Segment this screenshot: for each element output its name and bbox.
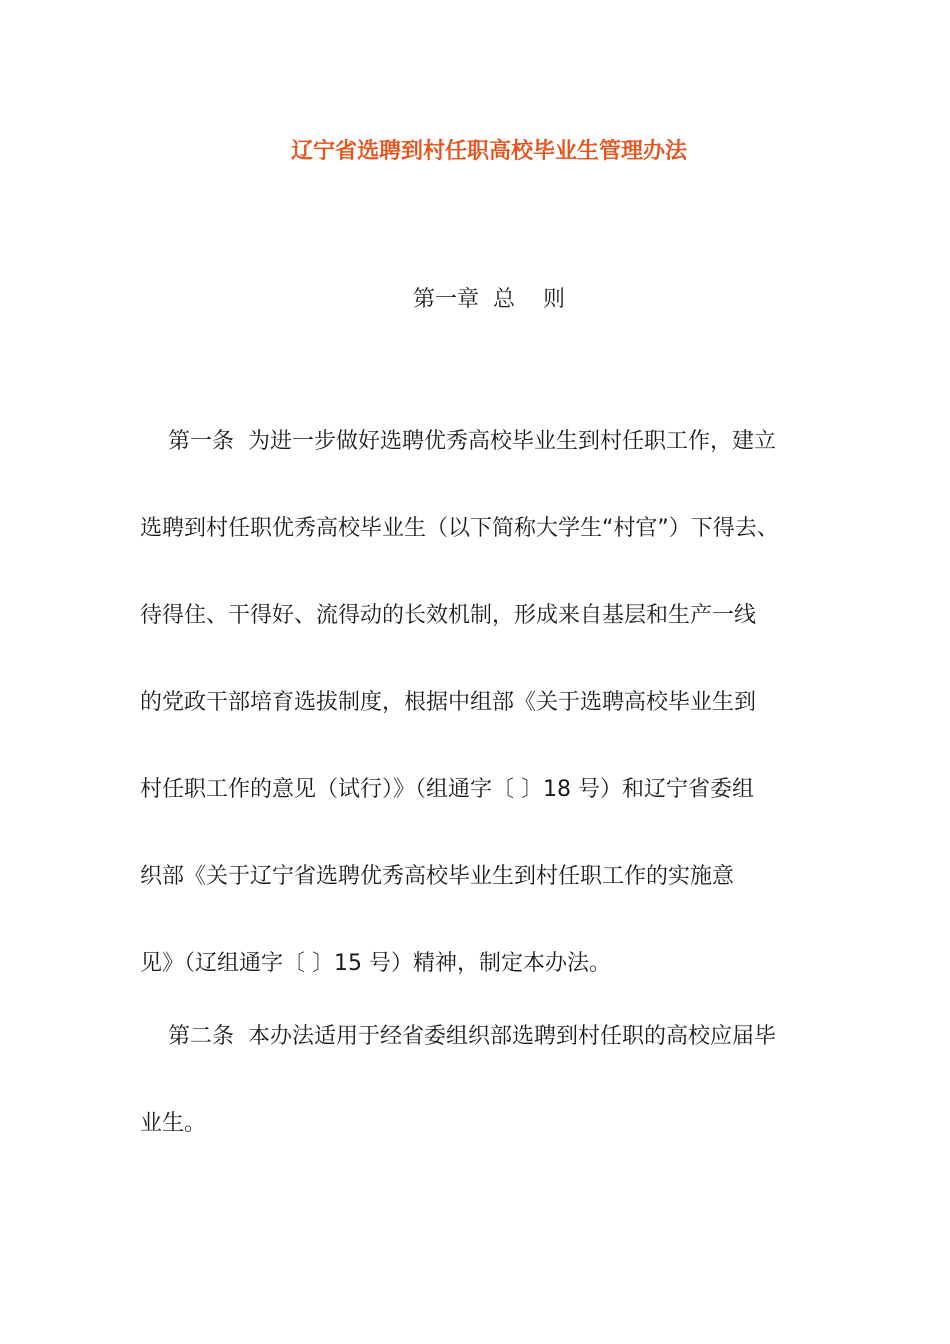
article-1-line-6: 织部《关于辽宁省选聘优秀高校毕业生到村任职工作的实施意 [140, 864, 735, 889]
article-1-line-5: 村任职工作的意见（试行）》（组通字〔 〕18 号）和辽宁省委组 [140, 777, 754, 802]
article-1-line-2: 选聘到村任职优秀高校毕业生（以下简称大学生“村官”）下得去、 [140, 516, 779, 541]
article-1-line-3: 待得住、干得好、流得动的长效机制，形成来自基层和生产一线 [140, 603, 757, 628]
article-1-line-4: 的党政干部培育选拔制度，根据中组部《关于选聘高校毕业生到 [140, 690, 757, 715]
article-2-line-1: 第二条 本办法适用于经省委组织部选聘到村任职的高校应届毕 [168, 1024, 776, 1049]
article-1-line-1: 第一条 为进一步做好选聘优秀高校毕业生到村任职工作，建立 [168, 429, 776, 454]
article-2-line-2: 业生。 [140, 1111, 207, 1136]
document-title: 辽宁省选聘到村任职高校毕业生管理办法 [290, 139, 687, 164]
article-1-line-7: 见》（辽组通字〔 〕15 号）精神，制定本办法。 [140, 951, 611, 976]
chapter-heading: 第一章 总 则 [413, 287, 565, 312]
